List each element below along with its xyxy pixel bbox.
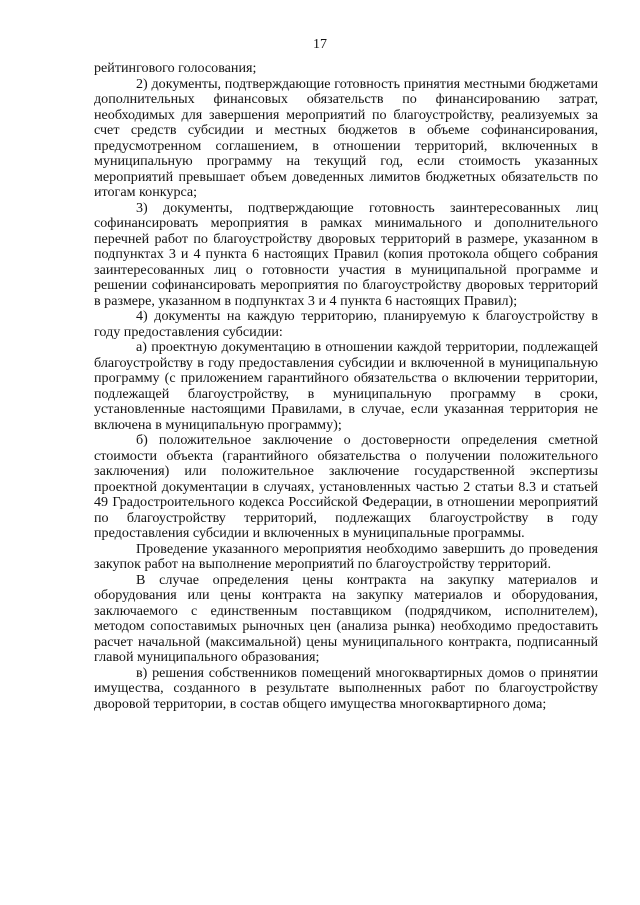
paragraph-item-2: 2) документы, подтверждающие готовность принятия местными бюджетами дополнительных финансовых обязательств по финансированию затрат, необходимых для завершения мероприятий по благоустройству, реализуемых за счет средств субсидии и местных бюджетов в объеме софинансирования, предусмотренном соглашением, в отношении территорий, включенных в муниципальную программу на текущий год, если стоимость указанных мероприятий превышает объем доведенных лимитов бюджетных обязательств по итогам конкурса; (94, 75, 598, 200)
page-body (94, 61, 598, 712)
paragraph-item-3: 3) документы, подтверждающие готовность заинтересованных лиц софинансировать мероприятия в рамках минимального и дополнительного перечней работ по благоустройству дворовых территорий в размере, указанном в подпунктах 3 и 4 пункта 6 настоящих Правил (копия протокола общего собрания заинтересованных лиц о готовности участия в муниципальной программе и решении софинансировать мероприятия по благоустройству дворовых территорий в размере, указанном в подпунктах 3 и 4 пункта 6 настоящих Правил); (94, 199, 598, 309)
paragraph-item-4a: а) проектную документацию в отношении каждой территории, подлежащей благоустройству в году предоставления субсидии и включенной в муниципальную программу (с приложением гарантийного обязательства о включении территории, подлежащей благоустройству, в муниципальную программу в сроки, установленные настоящими Правилами, в случае, если указанная территория не включена в муниципальную программу); (94, 339, 598, 433)
paragraph-completion-note: Проведение указанного мероприятия необходимо завершить до проведения закупок работ на выполнение мероприятий по благоустройству территорий. (94, 540, 598, 572)
paragraph-item-4b: б) положительное заключение о достоверности определения сметной стоимости объекта (гарантийного обязательства о получении положительного заключения) или положительное заключение государственной экспертизы проектной документации в случаях, установленных частью 2 статьи 8.3 и статьей 49 Градостроительного кодекса Российской Федерации, в отношении мероприятий по благоустройству территорий, подлежащих благоустройству в году предоставления субсидии и включенных в муниципальные программы. (94, 432, 598, 541)
page-number: 17 (313, 37, 327, 52)
paragraph-continuation: рейтингового голосования; (94, 60, 257, 76)
paragraph-contract-price: В случае определения цены контракта на закупку материалов и оборудования или цены контракта на закупку материалов и оборудования, заключаемого с единственным поставщиком (подрядчиком, исполнителем), методом сопоставимых рыночных цен (анализа рынка) необходимо предоставить расчет начальной (максимальной) цены муниципального контракта, подписанный главой муниципального образования; (94, 571, 598, 665)
paragraph-item-4v: в) решения собственников помещений многоквартирных домов о принятии имущества, созданного в результате выполненных работ по благоустройству дворовой территории, в состав общего имущества многоквартирного дома; (94, 664, 598, 712)
paragraph-item-4: 4) документы на каждую территорию, планируемую к благоустройству в году предоставления субсидии: (94, 308, 598, 340)
